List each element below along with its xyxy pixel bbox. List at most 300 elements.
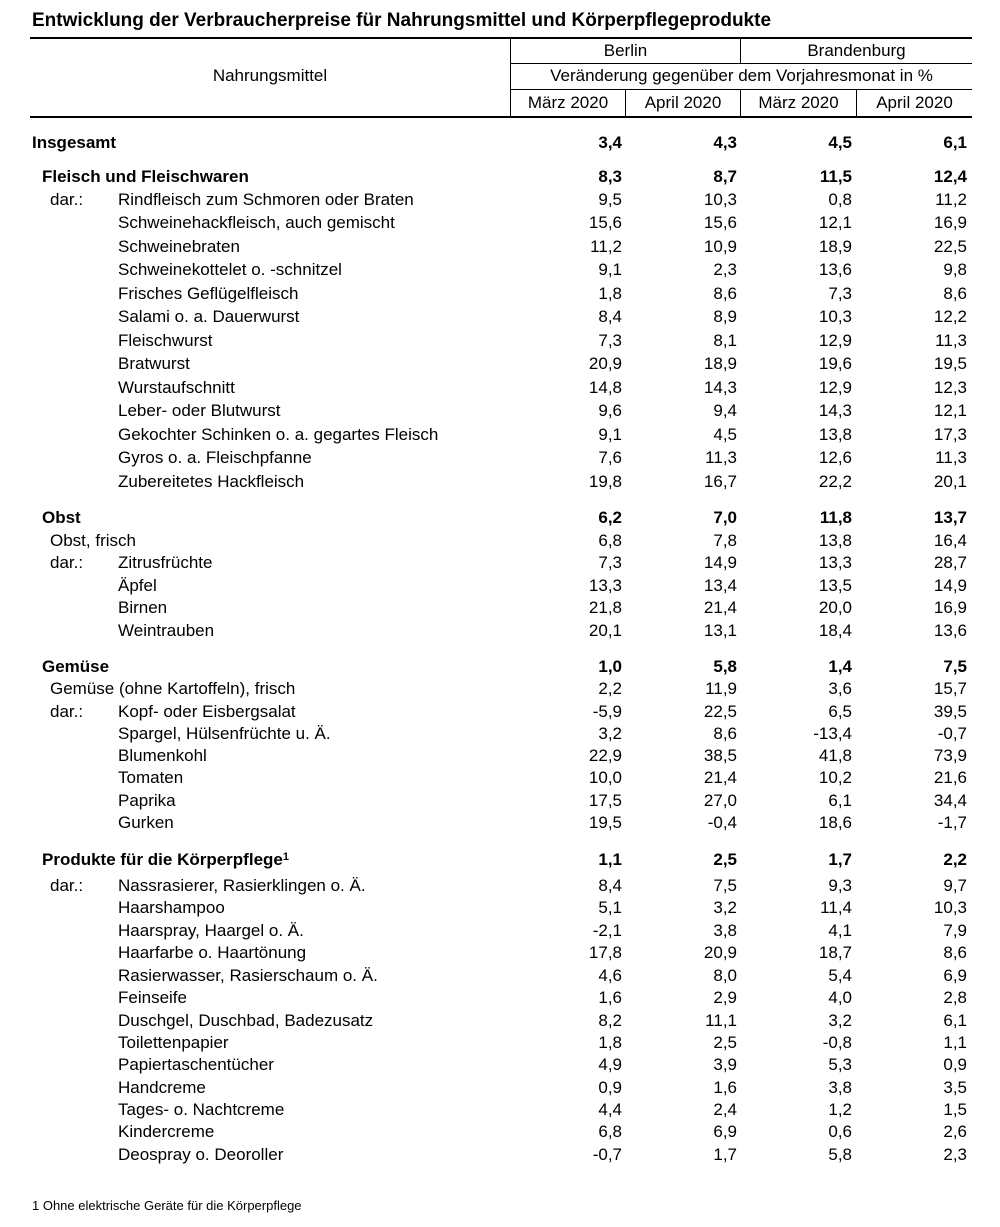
value-cell: 14,8 (588, 378, 622, 397)
value-cell: -2,1 (592, 921, 622, 940)
value-cell: 13,7 (933, 508, 967, 527)
value-cell: 0,9 (598, 1078, 622, 1097)
row-label-text: Rindfleisch zum Schmoren oder Braten (118, 190, 414, 209)
header-top-rule (30, 37, 972, 39)
value-cell: 1,4 (828, 657, 852, 676)
row-label-text: Blumenkohl (118, 746, 207, 765)
value-cell: 8,1 (713, 331, 737, 350)
table-row (0, 848, 1000, 871)
value-cell: 3,2 (713, 898, 737, 917)
value-cell: 20,0 (818, 598, 852, 617)
value-cell: 2,5 (713, 850, 737, 869)
table-row (0, 470, 1000, 493)
value-cell: 12,1 (818, 213, 852, 232)
value-cell: 7,3 (828, 284, 852, 303)
value-cell: 6,1 (828, 791, 852, 810)
table-row (0, 551, 1000, 574)
value-cell: 9,1 (598, 425, 622, 444)
value-cell: 14,9 (703, 553, 737, 572)
value-cell: 2,3 (713, 260, 737, 279)
value-cell: 3,9 (713, 1055, 737, 1074)
value-cell: 5,8 (713, 657, 737, 676)
row-label (118, 329, 212, 352)
value-cell: 1,1 (943, 1033, 967, 1052)
row-label-text: Birnen (118, 598, 168, 617)
value-cell: 11,3 (935, 448, 967, 467)
row-label-text: Zubereitetes Hackfleisch (118, 472, 305, 491)
header-row-label: Nahrungsmittel (212, 66, 328, 85)
value-cell: 2,6 (943, 1122, 967, 1141)
table-row (0, 919, 1000, 942)
row-label (118, 470, 304, 493)
row-label (32, 131, 116, 154)
value-cell: 39,5 (933, 702, 967, 721)
value-cell: -1,7 (937, 813, 967, 832)
value-cell: 4,4 (598, 1100, 622, 1119)
value-cell: 11,2 (935, 190, 967, 209)
row-label (118, 1053, 274, 1076)
row-label (118, 896, 225, 919)
value-cell: 13,4 (703, 576, 737, 595)
value-cell: 21,4 (703, 598, 737, 617)
table-row (0, 446, 1000, 469)
value-cell: -5,9 (592, 702, 622, 721)
value-cell: 1,1 (598, 850, 622, 869)
row-label (118, 619, 214, 642)
row-label (118, 446, 312, 469)
value-cell: 20,1 (588, 621, 622, 640)
row-label-text: Obst (42, 508, 81, 527)
header-period: April 2020 (644, 93, 722, 112)
value-cell: 1,2 (828, 1100, 852, 1119)
value-cell: 20,9 (703, 943, 737, 962)
table-row (0, 896, 1000, 919)
row-label-text: Fleischwurst (118, 331, 213, 350)
row-label (42, 506, 81, 529)
row-label-text: Leber- oder Blutwurst (118, 401, 281, 420)
table-row (0, 211, 1000, 234)
row-label (42, 848, 289, 871)
value-cell: 7,8 (713, 531, 737, 550)
value-cell: 8,4 (598, 876, 622, 895)
value-cell: 8,6 (943, 943, 967, 962)
row-label (118, 1143, 283, 1166)
value-cell: 2,5 (713, 1033, 737, 1052)
table-row (0, 1031, 1000, 1054)
value-cell: 0,6 (828, 1122, 852, 1141)
row-label-text: Gemüse (42, 657, 110, 676)
header-subtitle: Veränderung gegenüber dem Vorjahresmonat in % (550, 66, 933, 85)
value-cell: 11,2 (590, 237, 622, 256)
value-cell: 9,6 (598, 401, 622, 420)
value-cell: 1,7 (713, 1145, 737, 1164)
table-row (0, 399, 1000, 422)
value-cell: 13,6 (818, 260, 852, 279)
value-cell: 11,1 (705, 1011, 737, 1030)
value-cell: 14,3 (703, 378, 737, 397)
row-label-text: Duschgel, Duschbad, Badezusatz (118, 1011, 374, 1030)
row-label (118, 964, 378, 987)
value-cell: 6,2 (598, 508, 622, 527)
row-label-text: Kopf- oder Eisbergsalat (118, 702, 296, 721)
value-cell: 12,6 (818, 448, 852, 467)
value-cell: 8,4 (598, 307, 622, 326)
value-cell: -0,7 (937, 724, 967, 743)
value-cell: 2,2 (943, 850, 967, 869)
row-label-text: Schweinekottelet o. -schnitzel (118, 260, 342, 279)
header-brandenburg: Brandenburg (807, 41, 906, 60)
value-cell: 7,3 (598, 553, 622, 572)
value-cell: 3,8 (828, 1078, 852, 1097)
row-label-text: Kindercreme (118, 1122, 215, 1141)
value-cell: 1,6 (598, 988, 622, 1007)
value-cell: 19,5 (588, 813, 622, 832)
row-label-text: Tages- o. Nachtcreme (118, 1100, 285, 1119)
value-cell: 17,3 (933, 425, 967, 444)
row-label (118, 919, 304, 942)
header-period: März 2020 (758, 93, 839, 112)
value-cell: 7,0 (713, 508, 737, 527)
value-cell: 11,3 (935, 331, 967, 350)
value-cell: 12,2 (933, 307, 967, 326)
table-row (0, 574, 1000, 597)
value-cell: 5,1 (598, 898, 622, 917)
value-cell: 11,4 (820, 898, 852, 917)
table-row (0, 131, 1000, 154)
header-bottom-rule (30, 116, 972, 118)
row-label-text: Toilettenpapier (118, 1033, 229, 1052)
value-cell: 19,8 (588, 472, 622, 491)
table-row (0, 506, 1000, 529)
value-cell: 15,6 (588, 213, 622, 232)
value-cell: 6,9 (713, 1122, 737, 1141)
value-cell: 19,5 (933, 354, 967, 373)
table-row (0, 1098, 1000, 1121)
value-cell: 0,9 (943, 1055, 967, 1074)
value-cell: 11,8 (819, 508, 852, 527)
value-cell: 10,2 (818, 768, 852, 787)
row-label-text: Nassrasierer, Rasierklingen o. Ä. (118, 876, 366, 895)
table-row (0, 1009, 1000, 1032)
value-cell: 21,4 (703, 768, 737, 787)
value-cell: 11,3 (705, 448, 737, 467)
table-row (0, 766, 1000, 789)
value-cell: 15,6 (703, 213, 737, 232)
header-region-rule (510, 63, 972, 64)
value-cell: 8,2 (598, 1011, 622, 1030)
value-cell: 11,5 (819, 167, 852, 186)
row-label-text: Spargel, Hülsenfrüchte u. Ä. (118, 724, 331, 743)
header-subtitle-rule (510, 89, 972, 90)
value-cell: 5,4 (828, 966, 852, 985)
value-cell: 1,7 (828, 850, 852, 869)
table-row (0, 188, 1000, 211)
header-period: März 2020 (527, 93, 609, 112)
value-cell: 7,3 (598, 331, 622, 350)
row-label-text: Schweinehackfleisch, auch gemischt (118, 213, 395, 232)
row-label-text: Feinseife (118, 988, 187, 1007)
value-cell: 20,9 (588, 354, 622, 373)
row-label (50, 529, 136, 552)
value-cell: 13,8 (818, 425, 852, 444)
value-cell: -13,4 (813, 724, 852, 743)
table-title: Entwicklung der Verbraucherpreise für Nahrungsmittel und Körperpflegeprodukte (32, 10, 772, 31)
value-cell: 1,6 (713, 1078, 737, 1097)
value-cell: 1,8 (598, 284, 622, 303)
value-cell: 10,0 (588, 768, 622, 787)
row-label (118, 258, 342, 281)
row-label-text: Wurstaufschnitt (118, 378, 235, 397)
value-cell: 16,9 (933, 213, 967, 232)
value-cell: 73,9 (933, 746, 967, 765)
value-cell: 8,7 (713, 167, 737, 186)
row-label (118, 1098, 284, 1121)
value-cell: 16,4 (933, 531, 967, 550)
value-cell: 9,5 (598, 190, 622, 209)
value-cell: 14,9 (933, 576, 967, 595)
value-cell: 8,3 (598, 167, 622, 186)
value-cell: 2,9 (713, 988, 737, 1007)
row-label (118, 744, 207, 767)
row-prefix: dar.: (50, 702, 84, 721)
row-label-text: Rasierwasser, Rasierschaum o. Ä. (118, 966, 378, 985)
row-label-text: Gurken (118, 813, 174, 832)
value-cell: 3,5 (943, 1078, 967, 1097)
footnote-marker: 1 (282, 851, 289, 863)
value-cell: 18,7 (818, 943, 852, 962)
value-cell: 18,9 (818, 237, 852, 256)
value-cell: 6,1 (943, 1011, 967, 1030)
value-cell: 12,1 (933, 401, 967, 420)
value-cell: 14,3 (818, 401, 852, 420)
value-cell: 11,9 (705, 679, 737, 698)
value-cell: 10,9 (703, 237, 737, 256)
value-cell: 13,8 (818, 531, 852, 550)
row-label (118, 722, 331, 745)
row-label (118, 376, 235, 399)
row-label (118, 352, 190, 375)
row-label-text: Deospray o. Deoroller (118, 1145, 284, 1164)
table-row (0, 596, 1000, 619)
row-label (118, 574, 157, 597)
row-label (118, 700, 296, 723)
value-cell: 9,7 (943, 876, 967, 895)
row-prefix: dar.: (50, 876, 84, 895)
row-prefix: dar.: (50, 190, 84, 209)
value-cell: 22,5 (933, 237, 967, 256)
row-label (118, 874, 366, 897)
value-cell: 3,4 (598, 133, 622, 152)
value-cell: 13,1 (703, 621, 737, 640)
value-cell: 2,3 (943, 1145, 967, 1164)
value-cell: 0,8 (828, 190, 852, 209)
header-berlin: Berlin (603, 41, 648, 60)
row-prefix: dar.: (50, 553, 84, 572)
row-label-text: Produkte für die Körperpflege (42, 850, 283, 869)
value-cell: 1,0 (598, 657, 622, 676)
value-cell: 6,1 (943, 133, 967, 152)
value-cell: 22,2 (818, 472, 852, 491)
table-row (0, 1120, 1000, 1143)
value-cell: 22,5 (703, 702, 737, 721)
table-row (0, 1076, 1000, 1099)
row-label-text: Papiertaschentücher (118, 1055, 274, 1074)
table-row (0, 941, 1000, 964)
table-row (0, 964, 1000, 987)
value-cell: 18,9 (703, 354, 737, 373)
row-label (118, 766, 183, 789)
value-cell: 7,5 (713, 876, 737, 895)
value-cell: -0,4 (707, 813, 737, 832)
value-cell: 12,3 (933, 378, 967, 397)
row-label (118, 1031, 229, 1054)
value-cell: 5,8 (828, 1145, 852, 1164)
value-cell: 4,1 (828, 921, 852, 940)
value-cell: 2,2 (598, 679, 622, 698)
row-label (118, 423, 438, 446)
value-cell: 6,8 (598, 531, 622, 550)
value-cell: 8,0 (713, 966, 737, 985)
value-cell: 4,5 (828, 133, 852, 152)
table-row (0, 789, 1000, 812)
row-label-text: Bratwurst (118, 354, 190, 373)
row-label-text: Weintrauben (118, 621, 215, 640)
table-row (0, 874, 1000, 897)
value-cell: 9,8 (943, 260, 967, 279)
value-cell: 5,3 (828, 1055, 852, 1074)
table-row (0, 1143, 1000, 1166)
header-period: April 2020 (876, 93, 953, 112)
row-label-text: Handcreme (118, 1078, 206, 1097)
value-cell: 16,7 (703, 472, 737, 491)
value-cell: 41,8 (818, 746, 852, 765)
row-label-text: Haarfarbe o. Haartönung (118, 943, 307, 962)
value-cell: 1,5 (943, 1100, 967, 1119)
table-row (0, 655, 1000, 678)
row-label (118, 1120, 214, 1143)
value-cell: 27,0 (703, 791, 737, 810)
value-cell: 20,1 (933, 472, 967, 491)
value-cell: 6,8 (598, 1122, 622, 1141)
table-row (0, 722, 1000, 745)
row-label (42, 165, 249, 188)
value-cell: 6,5 (828, 702, 852, 721)
table-row (0, 258, 1000, 281)
table-row (0, 986, 1000, 1009)
footnote: 1 Ohne elektrische Geräte für die Körperpflege (32, 1198, 302, 1213)
value-cell: 16,9 (933, 598, 967, 617)
table-row (0, 376, 1000, 399)
value-cell: 9,4 (713, 401, 737, 420)
value-cell: 21,8 (588, 598, 622, 617)
value-cell: 3,6 (828, 679, 852, 698)
row-label-text: Gyros o. a. Fleischpfanne (118, 448, 312, 467)
row-label-text: Zitrusfrüchte (118, 553, 213, 572)
value-cell: 17,8 (588, 943, 622, 962)
row-label (118, 1009, 373, 1032)
value-cell: 12,4 (933, 167, 967, 186)
table-row (0, 282, 1000, 305)
value-cell: 4,9 (598, 1055, 622, 1074)
value-cell: 2,8 (943, 988, 967, 1007)
row-label-text: Gekochter Schinken o. a. gegartes Fleisch (118, 425, 439, 444)
table-row (0, 1053, 1000, 1076)
row-label (118, 211, 395, 234)
row-label-text: Schweinebraten (118, 237, 240, 256)
table-row (0, 235, 1000, 258)
value-cell: -0,7 (592, 1145, 622, 1164)
row-label (118, 399, 281, 422)
value-cell: 7,6 (598, 448, 622, 467)
row-label-text: Salami o. a. Dauerwurst (118, 307, 300, 326)
value-cell: 18,4 (818, 621, 852, 640)
row-label (118, 235, 240, 258)
value-cell: 8,9 (713, 307, 737, 326)
row-label (118, 986, 187, 1009)
value-cell: 13,6 (933, 621, 967, 640)
table-row (0, 744, 1000, 767)
value-cell: 1,8 (598, 1033, 622, 1052)
table-row (0, 329, 1000, 352)
value-cell: 13,5 (818, 576, 852, 595)
value-cell: 9,1 (598, 260, 622, 279)
value-cell: 34,4 (933, 791, 967, 810)
table-row (0, 423, 1000, 446)
row-label (118, 811, 174, 834)
value-cell: 28,7 (933, 553, 967, 572)
value-cell: 15,7 (933, 679, 967, 698)
row-label-text: Insgesamt (32, 133, 117, 152)
value-cell: 3,2 (828, 1011, 852, 1030)
row-label (118, 789, 176, 812)
value-cell: 21,6 (933, 768, 967, 787)
value-cell: 8,6 (713, 724, 737, 743)
row-label (118, 282, 298, 305)
value-cell: 19,6 (818, 354, 852, 373)
value-cell: 12,9 (818, 331, 852, 350)
row-label-text: Haarshampoo (118, 898, 225, 917)
row-label-text: Haarspray, Haargel o. Ä. (118, 921, 304, 940)
value-cell: 4,5 (713, 425, 737, 444)
row-label (118, 941, 306, 964)
row-label (118, 305, 299, 328)
value-cell: 8,6 (713, 284, 737, 303)
value-cell: 22,9 (588, 746, 622, 765)
table-row (0, 529, 1000, 552)
table-row (0, 165, 1000, 188)
value-cell: 10,3 (818, 307, 852, 326)
table-row (0, 352, 1000, 375)
table-row (0, 619, 1000, 642)
table-row (0, 700, 1000, 723)
row-label-text: Fleisch und Fleischwaren (42, 167, 249, 186)
value-cell: -0,8 (822, 1033, 852, 1052)
value-cell: 12,9 (818, 378, 852, 397)
row-label-text: Gemüse (ohne Kartoffeln), frisch (50, 679, 296, 698)
value-cell: 8,6 (943, 284, 967, 303)
value-cell: 13,3 (818, 553, 852, 572)
value-cell: 4,6 (598, 966, 622, 985)
value-cell: 7,9 (943, 921, 967, 940)
row-label (50, 677, 295, 700)
value-cell: 2,4 (713, 1100, 737, 1119)
row-label-text: Obst, frisch (50, 531, 136, 550)
row-label (118, 596, 167, 619)
row-label (118, 188, 414, 211)
value-cell: 13,3 (588, 576, 622, 595)
value-cell: 7,5 (943, 657, 967, 676)
row-label-text: Tomaten (118, 768, 184, 787)
